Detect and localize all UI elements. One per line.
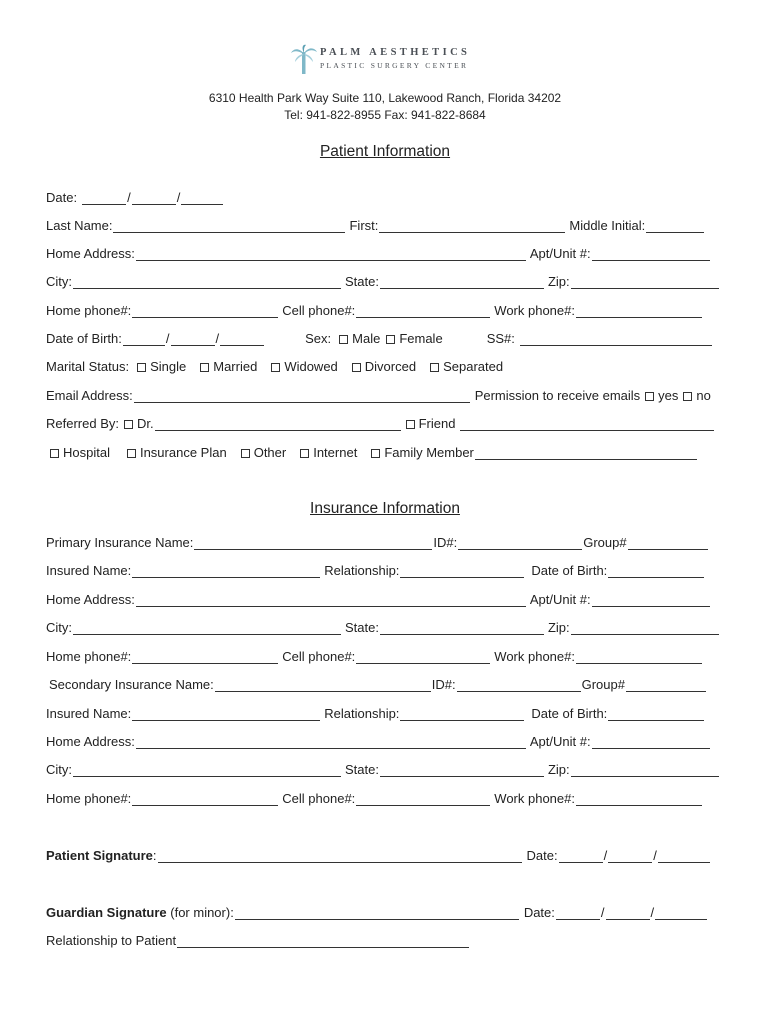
separated-label: Separated [443, 359, 504, 374]
primary-city-row [46, 617, 720, 635]
sec-home-address-field[interactable] [136, 736, 526, 749]
clinic-address: 6310 Health Park Way Suite 110, Lakewood Ranch, Florida 34202 [208, 91, 562, 105]
marital-status-label: Marital Status: [46, 359, 130, 374]
ins-work-phone-label: Work phone#: [494, 649, 575, 664]
relationship-to-patient-label: Relationship to Patient [46, 933, 177, 948]
middle-initial-label: Middle Initial: [569, 218, 646, 233]
sec-zip-label: Zip: [547, 762, 570, 777]
insurance-information-title: Insurance Information [310, 500, 460, 517]
palm-tree-icon [290, 44, 318, 74]
insured-dob-label: Date of Birth: [531, 563, 608, 578]
email-row [46, 385, 711, 403]
ins-state-field[interactable] [380, 622, 544, 635]
sec-zip-field[interactable] [571, 764, 719, 777]
male-label: Male [352, 331, 381, 346]
divorced-checkbox[interactable] [352, 363, 361, 372]
divorced-label: Divorced [364, 359, 417, 374]
married-label: Married [213, 359, 258, 374]
home-address-field[interactable] [136, 248, 526, 261]
secondary-insurance-field[interactable] [215, 679, 431, 692]
ins-apt-unit-label: Apt/Unit #: [529, 592, 591, 607]
insurance-plan-checkbox[interactable] [127, 449, 136, 458]
ins-zip-field[interactable] [571, 622, 719, 635]
clinic-logo [290, 44, 490, 76]
referral-friend-field[interactable] [460, 418, 714, 431]
email-no-option[interactable] [683, 388, 710, 403]
secondary-id-field[interactable] [457, 679, 581, 692]
other-checkbox[interactable] [241, 449, 250, 458]
dob-sex-ssn-row: Date of Birth: / / Sex: Male Female SS#: [46, 328, 713, 346]
yes-label: yes [658, 388, 679, 403]
sec-cell-phone-label: Cell phone#: [282, 791, 356, 806]
sec-home-phone-field[interactable] [132, 793, 278, 806]
married-option[interactable] [200, 359, 257, 374]
single-label: Single [150, 359, 187, 374]
dob-label: Date of Birth: [46, 331, 122, 346]
date-day-field[interactable] [132, 192, 176, 205]
last-name-label: Last Name: [46, 218, 113, 233]
dr-label: Dr. [136, 416, 154, 431]
single-checkbox[interactable] [137, 363, 146, 372]
sec-state-label: State: [345, 762, 379, 777]
internet-checkbox[interactable] [300, 449, 309, 458]
guardian-signature-label: Guardian Signature [46, 905, 167, 920]
relationship-field[interactable] [400, 565, 524, 578]
patient-sig-date-day[interactable] [608, 850, 652, 863]
name-row [46, 215, 705, 233]
sec-cell-phone-field[interactable] [356, 793, 490, 806]
primary-phones-row [46, 646, 703, 664]
date-row: Date: / / [46, 187, 224, 205]
logo-subtitle: PLASTIC SURGERY CENTER [320, 61, 469, 70]
no-checkbox[interactable] [683, 392, 692, 401]
clinic-phones: Tel: 941-822-8955 Fax: 941-822-8684 [284, 108, 486, 122]
guardian-signature-row: Guardian Signature (for minor): Date: / / [46, 902, 708, 920]
secondary-city-row [46, 759, 720, 777]
apt-unit-field[interactable] [592, 248, 710, 261]
sec-insured-name-field[interactable] [132, 708, 320, 721]
home-address-row [46, 243, 711, 261]
secondary-address-row [46, 731, 711, 749]
city-state-zip-row [46, 271, 720, 289]
primary-insurance-row [46, 532, 709, 550]
sex-male-option[interactable] [339, 331, 380, 346]
cell-phone-label: Cell phone#: [282, 303, 356, 318]
family-member-option[interactable] [371, 445, 474, 460]
home-address-label: Home Address: [46, 246, 135, 261]
relationship-label: Relationship: [324, 563, 400, 578]
email-yes-option[interactable] [645, 388, 678, 403]
sec-apt-unit-label: Apt/Unit #: [529, 734, 591, 749]
hospital-label: Hospital [63, 445, 110, 460]
patient-signature-row: Patient Signature : Date: / / [46, 845, 711, 863]
secondary-id-label: ID#: [431, 677, 456, 692]
sec-home-phone-label: Home phone#: [46, 791, 132, 806]
city-label: City: [46, 274, 72, 289]
sec-city-field[interactable] [73, 764, 341, 777]
ins-cell-phone-field[interactable] [356, 651, 490, 664]
sec-state-field[interactable] [380, 764, 544, 777]
insurance-plan-option[interactable] [127, 445, 227, 460]
sex-female-option[interactable] [386, 331, 442, 346]
secondary-insured-row [46, 703, 705, 721]
secondary-group-label: Group# [581, 677, 625, 692]
family-member-checkbox[interactable] [371, 449, 380, 458]
zip-field[interactable] [571, 276, 719, 289]
date-month-field[interactable] [82, 192, 126, 205]
primary-insurance-label: Primary Insurance Name: [46, 535, 194, 550]
ins-home-phone-label: Home phone#: [46, 649, 132, 664]
ins-cell-phone-label: Cell phone#: [282, 649, 356, 664]
primary-address-row [46, 589, 711, 607]
permission-label: Permission to receive emails [474, 388, 641, 403]
relationship-to-patient-field[interactable] [177, 935, 469, 948]
sec-insured-dob-field[interactable] [608, 708, 704, 721]
widowed-label: Widowed [284, 359, 338, 374]
state-field[interactable] [380, 276, 544, 289]
sec-relationship-field[interactable] [400, 708, 524, 721]
other-label: Other [253, 445, 287, 460]
married-checkbox[interactable] [200, 363, 209, 372]
sec-relationship-label: Relationship: [324, 706, 400, 721]
patient-signature-label: Patient Signature [46, 848, 153, 863]
patient-sig-date-month[interactable] [559, 850, 603, 863]
referral-dr-option[interactable] [124, 416, 154, 431]
separated-checkbox[interactable] [430, 363, 439, 372]
ins-home-address-label: Home Address: [46, 592, 135, 607]
guardian-sig-date-year[interactable] [655, 907, 707, 920]
date-year-field[interactable] [181, 192, 223, 205]
phones-row [46, 300, 703, 318]
ins-work-phone-field[interactable] [576, 651, 702, 664]
primary-group-field[interactable] [628, 537, 708, 550]
widowed-checkbox[interactable] [271, 363, 280, 372]
secondary-group-field[interactable] [626, 679, 706, 692]
hospital-checkbox[interactable] [50, 449, 59, 458]
male-checkbox[interactable] [339, 335, 348, 344]
yes-checkbox[interactable] [645, 392, 654, 401]
for-minor-label: (for minor): [166, 905, 234, 920]
ins-home-phone-field[interactable] [132, 651, 278, 664]
ins-home-address-field[interactable] [136, 594, 526, 607]
ins-zip-label: Zip: [547, 620, 570, 635]
ins-apt-unit-field[interactable] [592, 594, 710, 607]
family-member-field[interactable] [475, 447, 697, 460]
first-name-label: First: [349, 218, 379, 233]
ins-city-label: City: [46, 620, 72, 635]
dob-day-field[interactable] [171, 333, 215, 346]
cell-phone-field[interactable] [356, 305, 490, 318]
state-label: State: [345, 274, 379, 289]
separated-option[interactable] [430, 359, 503, 374]
internet-label: Internet [313, 445, 358, 460]
insurance-plan-label: Insurance Plan [139, 445, 227, 460]
sec-insured-name-label: Insured Name: [46, 706, 132, 721]
internet-option[interactable] [300, 445, 357, 460]
ssn-field[interactable] [520, 333, 712, 346]
sec-city-label: City: [46, 762, 72, 777]
ins-state-label: State: [345, 620, 379, 635]
apt-unit-label: Apt/Unit #: [529, 246, 591, 261]
first-name-field[interactable] [379, 220, 565, 233]
referral-friend-option[interactable] [406, 416, 456, 431]
sec-work-phone-label: Work phone#: [494, 791, 575, 806]
friend-checkbox[interactable] [406, 420, 415, 429]
patient-signature-field[interactable] [158, 850, 522, 863]
widowed-option[interactable] [271, 359, 337, 374]
referral-sources-row [50, 442, 698, 460]
patient-information-title: Patient Information [319, 143, 451, 160]
guardian-sig-date-month[interactable] [556, 907, 600, 920]
female-label: Female [399, 331, 443, 346]
patient-signature-colon: : [152, 848, 157, 863]
relationship-to-patient-row [46, 930, 470, 948]
guardian-signature-field[interactable] [235, 907, 519, 920]
hospital-option[interactable] [50, 445, 110, 460]
primary-insurance-field[interactable] [194, 537, 432, 550]
insured-name-field[interactable] [132, 565, 320, 578]
friend-label: Friend [418, 416, 456, 431]
secondary-insurance-row [49, 674, 707, 692]
middle-initial-field[interactable] [646, 220, 704, 233]
insured-name-label: Insured Name: [46, 563, 132, 578]
dob-year-field[interactable] [220, 333, 264, 346]
insured-dob-field[interactable] [608, 565, 704, 578]
home-phone-label: Home phone#: [46, 303, 132, 318]
work-phone-label: Work phone#: [494, 303, 575, 318]
sec-apt-unit-field[interactable] [592, 736, 710, 749]
referral-dr-field[interactable] [155, 418, 401, 431]
guardian-sig-date-label: Date: [523, 905, 555, 920]
marital-status-row [46, 356, 503, 374]
female-checkbox[interactable] [386, 335, 395, 344]
last-name-field[interactable] [113, 220, 345, 233]
ins-city-field[interactable] [73, 622, 341, 635]
ssn-label: SS#: [486, 331, 515, 346]
no-label: no [696, 388, 711, 403]
patient-sig-date-year[interactable] [658, 850, 710, 863]
secondary-insurance-label: Secondary Insurance Name: [49, 677, 214, 692]
patient-sig-date-label: Date: [526, 848, 558, 863]
primary-insured-row [46, 560, 705, 578]
city-field[interactable] [73, 276, 341, 289]
referred-by-label: Referred By: [46, 416, 119, 431]
dob-month-field[interactable] [123, 333, 165, 346]
referred-by-row [46, 413, 715, 431]
dr-checkbox[interactable] [124, 420, 133, 429]
sec-home-address-label: Home Address: [46, 734, 135, 749]
primary-group-label: Group# [583, 535, 627, 550]
home-phone-field[interactable] [132, 305, 278, 318]
sec-insured-dob-label: Date of Birth: [531, 706, 608, 721]
zip-label: Zip: [547, 274, 570, 289]
sex-label: Sex: [305, 331, 332, 346]
secondary-phones-row [46, 788, 703, 806]
other-option[interactable] [241, 445, 287, 460]
divorced-option[interactable] [352, 359, 416, 374]
logo-name: PALM AESTHETICS [320, 47, 471, 58]
primary-id-field[interactable] [458, 537, 582, 550]
email-field[interactable] [134, 390, 470, 403]
email-label: Email Address: [46, 388, 133, 403]
date-label: Date: [46, 190, 78, 205]
single-option[interactable] [137, 359, 186, 374]
guardian-sig-date-day[interactable] [606, 907, 650, 920]
work-phone-field[interactable] [576, 305, 702, 318]
primary-id-label: ID#: [433, 535, 458, 550]
sec-work-phone-field[interactable] [576, 793, 702, 806]
family-member-label: Family Member [384, 445, 474, 460]
